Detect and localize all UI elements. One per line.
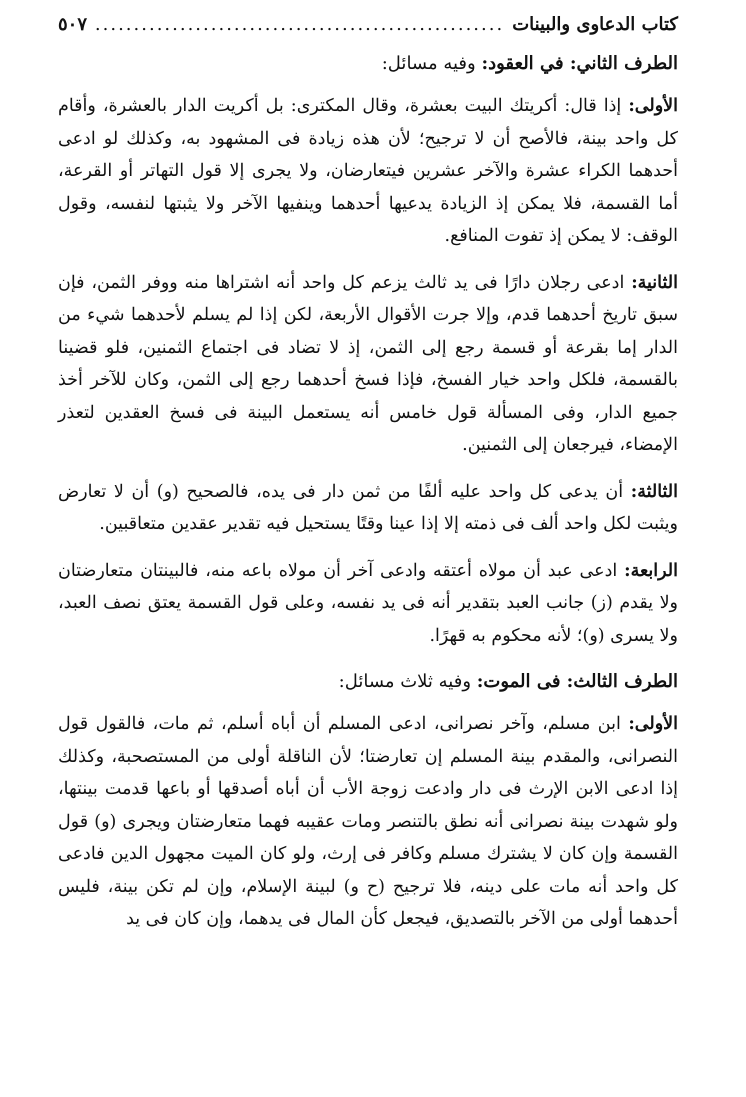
- issue-paragraph: الأولى: ابن مسلم، وآخر نصرانى، ادعى المسلم أن أباه أسلم، ثم مات، فالقول قول النصرانى، والمقدم بينة المسلم إن تعارضتا؛ لأن الناقلة أولى من المستصحبة، وكذلك إذا ادعى الابن الإرث فى دار وادعت زوجة الأب أن أباه أصدقها أو باعها قدمت بينتها، ولو شهدت بينة نصرانى أنه نطق بالتنصر ومات عقيبه فهما متعارضتان ويجرى (و) قول القسمة وإن كان لا يشترك مسلم وكافر فى إرث، ولو كان الميت مجهول الدين فادعى كل واحد أنه مات على دينه، فلا ترجيح (ح و) لبينة الإسلام، وإن لم تكن بينة، فليس أحدهما أولى من الآخر بالتصديق، فيجعل كأن المال فى يدهما، وإن كان فى يد: [58, 714, 678, 929]
- book-title: كتاب الدعاوى والبينات: [512, 14, 678, 35]
- section-heading-contracts: الطرف الثاني: في العقود: وفيه مسائل:: [381, 53, 678, 74]
- section-heading-death: الطرف الثالث: فى الموت: وفيه ثلاث مسائل:: [338, 671, 678, 692]
- issue-paragraph: الثالثة: أن يدعى كل واحد عليه ألفًا من ثمن دار فى يده، فالصحيح (و) أن لا تعارض ويثبت لكل واحد ألف فى ذمته إلا إذا عينا وقتًا يستحيل فيه تقدير عقدين متعاقبين.: [58, 481, 678, 534]
- page-number: ٥٠٧: [58, 14, 88, 35]
- issue-paragraph: الأولى: إذا قال: أكريتك البيت بعشرة، وقال المكترى: بل أكريت الدار بالعشرة، وأقام كل واحد بينة، فالأصح أن لا ترجيح؛ لأن هذه زيادة فى المشهود به، وكذلك لو ادعى أحدهما الكراء عشرة والآخر عشرين فيتعارضان، ولا يجرى إلا قول التهاتر أو القرعة، أما القسمة، فلا يمكن إذ الزيادة يدعيها أحدهما وينفيها الآخر ولا يثبتها لنفسه، وقول الوقف: لا يمكن إذ تفوت المنافع.: [58, 96, 678, 246]
- issue-paragraph: الرابعة: ادعى عبد أن مولاه أعتقه وادعى آخر أن مولاه باعه منه، فالبينتان متعارضتان ولا يقدم (ز) جانب العبد بتقدير أنه فى يد نفسه، وعلى قول القسمة يعتق نصف العبد، ولا يسرى (و)؛ لأنه محكوم به قهرًا.: [58, 560, 678, 646]
- issue-paragraph: الثانية: ادعى رجلان دارًا فى يد ثالث يزعم كل واحد أنه اشتراها منه ووفر الثمن، فإن سبق تاريخ أحدهما قدم، وإلا جرت الأقوال الأربعة، لكن إذا لم يسلم لأحدهما شيء من الدار إما بقرعة أو قسمة رجع إلى الثمن، إذ لا تضاد فى اجتماع الثمنين، فلو قضينا بالقسمة، فلكل واحد خيار الفسخ، فإذا فسخ أحدهما رجع إلى الثمن، وكان للآخر أخذ جميع الدار، وفى المسألة قول خامس أنه يستعمل البينة فى فسخ العقدين لتعذر الإمضاء، فيرجعان إلى الثمنين.: [58, 272, 678, 455]
- running-header: [58, 14, 678, 48]
- header-leader-dots: [95, 14, 504, 35]
- document-page: [58, 14, 678, 936]
